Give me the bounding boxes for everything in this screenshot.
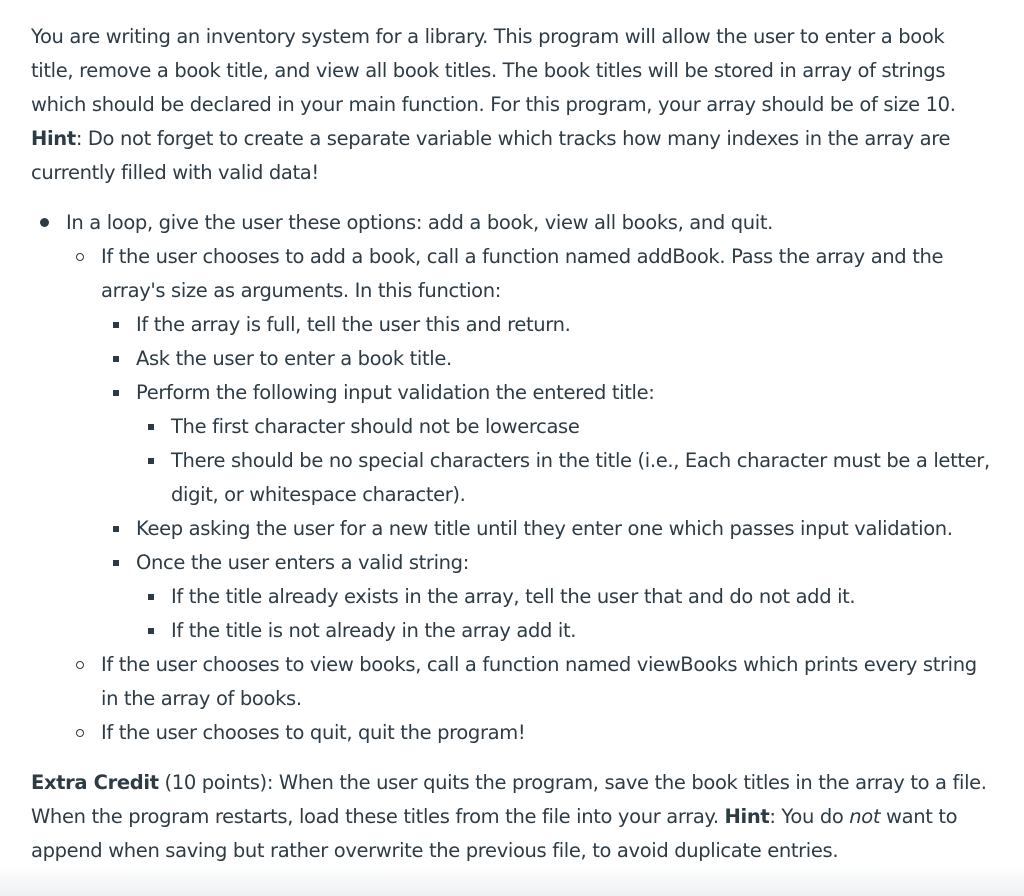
list-item: There should be no special characters in the title (i.e., Each character must be a letter, digit, or whitespace character). [136, 444, 991, 512]
validation-rules [136, 410, 991, 512]
hint-label: Hint [31, 127, 76, 150]
list-item: Ask the user to enter a book title. [101, 342, 991, 376]
assignment-content [31, 20, 991, 868]
list-item-loop [31, 206, 991, 750]
intro-hint-text: : Do not forget to create a separate variable which tracks how many indexes in the array are currently filled with valid data! [31, 127, 951, 184]
add-book-text: If the user chooses to add a book, call a function named addBook. Pass the array and the array's size as arguments. In this function: [101, 245, 944, 302]
extra-hint-label: Hint [724, 805, 770, 828]
extra-credit-text: (10 points): When the user quits the program, save the book titles in the array to a file. When the program restarts, load these titles from the file into your array. [31, 771, 987, 828]
intro-text: You are writing an inventory system for a library. This program will allow the user to enter a book title, remove a book title, and view all book titles. The book titles will be stored in array of strings which should be declared in your main function. For this program, your array should be of size 10. [31, 25, 956, 116]
list-item: If the title is not already in the array add it. [136, 614, 991, 648]
list-item-valid-string [101, 546, 991, 648]
valid-string-text: Once the user enters a valid string: [136, 551, 469, 574]
requirements-list [31, 206, 991, 750]
add-book-steps [101, 308, 991, 648]
extra-credit-label: Extra Credit [31, 771, 159, 794]
list-item-add-book [66, 240, 991, 648]
list-item-view-books: If the user chooses to view books, call a function named viewBooks which prints every string in the array of books. [66, 648, 991, 716]
extra-hint-text-end: want to append when saving but rather overwrite the previous file, to avoid duplicate entries. [31, 805, 958, 862]
list-item: The first character should not be lowercase [136, 410, 991, 444]
bottom-scroll-fade [0, 866, 1024, 896]
list-item: If the title already exists in the array, tell the user that and do not add it. [136, 580, 991, 614]
validation-text: Perform the following input validation the entered title: [136, 381, 655, 404]
emphasis-not: not [849, 805, 881, 828]
intro-paragraph [31, 20, 991, 190]
loop-item-text: In a loop, give the user these options: add a book, view all books, and quit. [66, 211, 774, 234]
valid-string-rules [136, 580, 991, 648]
extra-credit-paragraph [31, 766, 991, 868]
options-list [66, 240, 991, 750]
list-item: Keep asking the user for a new title until they enter one which passes input validation. [101, 512, 991, 546]
extra-hint-text: : You do [769, 805, 850, 828]
list-item-quit: If the user chooses to quit, quit the program! [66, 716, 991, 750]
list-item-validation [101, 376, 991, 512]
list-item: If the array is full, tell the user this and return. [101, 308, 991, 342]
